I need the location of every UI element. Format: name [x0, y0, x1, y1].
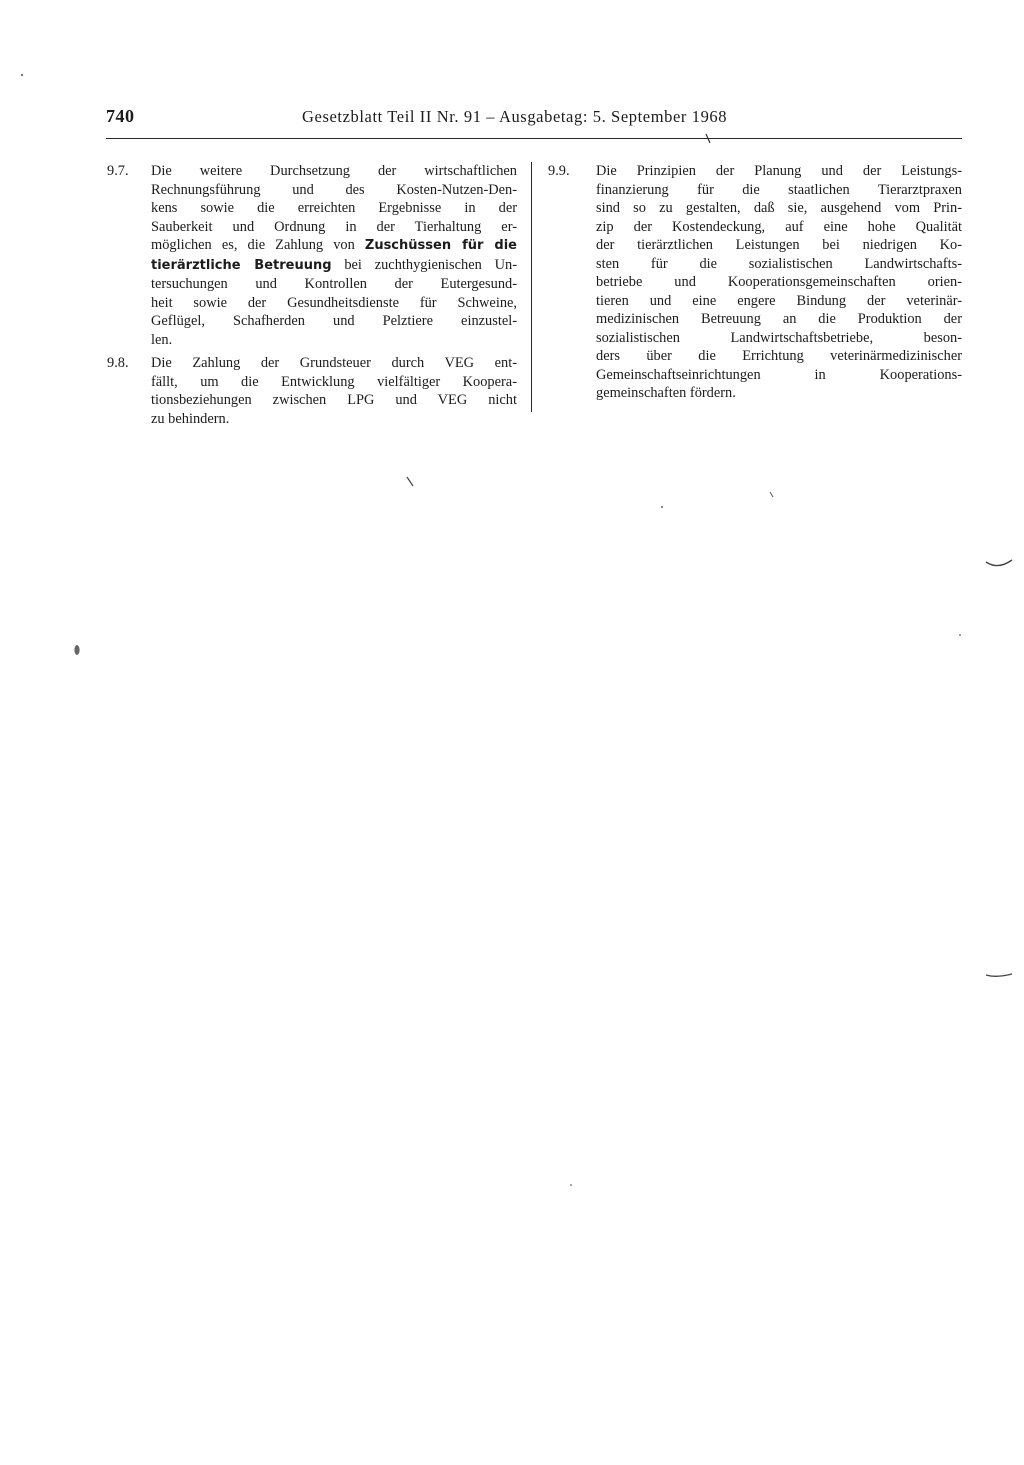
- scan-mark: [570, 1184, 572, 1186]
- bold-phrase: tierärztliche Betreuung: [151, 257, 332, 273]
- text-line: zip der Kostendeckung, auf eine hohe Qualität: [596, 218, 962, 235]
- text-line: Die Zahlung der Grundsteuer durch VEG ent-: [151, 355, 517, 371]
- text-line: medizinischen Betreuung an die Produktion der: [596, 311, 962, 327]
- text-line: [151, 256, 517, 276]
- text-line: zu behindern.: [151, 410, 230, 427]
- text-line: tersuchungen und Kontrollen der Eutergesund-: [151, 276, 517, 292]
- text-line: Geflügel, Schafherden und Pelztiere einzustel-: [151, 313, 517, 329]
- scan-mark: [74, 645, 79, 655]
- section-number: 9.8.: [107, 355, 129, 371]
- left-column: [104, 162, 517, 433]
- running-title: Gesetzblatt Teil II Nr. 91 – Ausgabetag: 5. September 1968: [302, 107, 728, 126]
- section-9-7: [104, 162, 517, 349]
- scan-mark: [986, 974, 1012, 976]
- text-line: sind so zu gestalten, daß sie, ausgehend vom Prin-: [596, 200, 962, 216]
- column-rule: [531, 162, 532, 412]
- right-column: [546, 162, 962, 408]
- text-run: möglichen es, die Zahlung von: [151, 237, 355, 253]
- text-line: Die Prinzipien der Planung und der Leistungs-: [596, 163, 962, 179]
- text-line: sozialistischen Landwirtschaftsbetriebe, beson-: [596, 329, 962, 346]
- text-line: Gemeinschaftseinrichtungen in Kooperations-: [596, 366, 962, 383]
- scan-mark: [986, 560, 1012, 566]
- section-number: 9.9.: [548, 163, 570, 179]
- section-text: [596, 162, 962, 403]
- section-9-8: [104, 354, 517, 428]
- text-line: len.: [151, 331, 173, 348]
- text-line: der tierärztlichen Leistungen bei niedrigen Ko-: [596, 237, 962, 253]
- scan-mark: [770, 492, 773, 497]
- text-line: Die weitere Durchsetzung der wirtschaftlichen: [151, 163, 517, 179]
- header-rule: [106, 138, 962, 139]
- text-line: Rechnungsführung und des Kosten-Nutzen-Den-: [151, 181, 517, 198]
- text-line: sten für die sozialistischen Landwirtschafts-: [596, 255, 962, 272]
- page-header: [106, 104, 962, 134]
- text-line: fällt, um die Entwicklung vielfältiger Koopera-: [151, 373, 517, 390]
- section-text: [151, 354, 517, 428]
- text-line: kens sowie die erreichten Ergebnisse in der: [151, 200, 517, 216]
- text-line: tionsbeziehungen zwischen LPG und VEG nicht: [151, 392, 517, 408]
- text-line: tieren und eine engere Bindung der veterinär-: [596, 292, 962, 309]
- text-line: heit sowie der Gesundheitsdienste für Schweine,: [151, 294, 517, 311]
- text-line: [151, 236, 517, 256]
- text-line: ders über die Errichtung veterinärmedizinischer: [596, 348, 962, 364]
- scan-mark: [21, 74, 23, 76]
- scan-mark: [407, 477, 413, 486]
- section-9-9: [546, 162, 962, 403]
- text-run: bei zuchthygienischen Un-: [344, 256, 517, 273]
- page-number: 740: [106, 106, 135, 126]
- text-line: gemeinschaften fördern.: [596, 385, 736, 401]
- section-text: [151, 162, 517, 349]
- text-line: Sauberkeit und Ordnung in der Tierhaltung er-: [151, 218, 517, 235]
- section-number: 9.7.: [107, 163, 129, 179]
- bold-phrase: Zuschüssen für die: [364, 238, 517, 253]
- text-line: finanzierung für die staatlichen Tierarztpraxen: [596, 181, 962, 198]
- text-line: betriebe und Kooperationsgemeinschaften orien-: [596, 274, 962, 290]
- scan-mark: [661, 506, 663, 508]
- scan-mark: [959, 634, 961, 636]
